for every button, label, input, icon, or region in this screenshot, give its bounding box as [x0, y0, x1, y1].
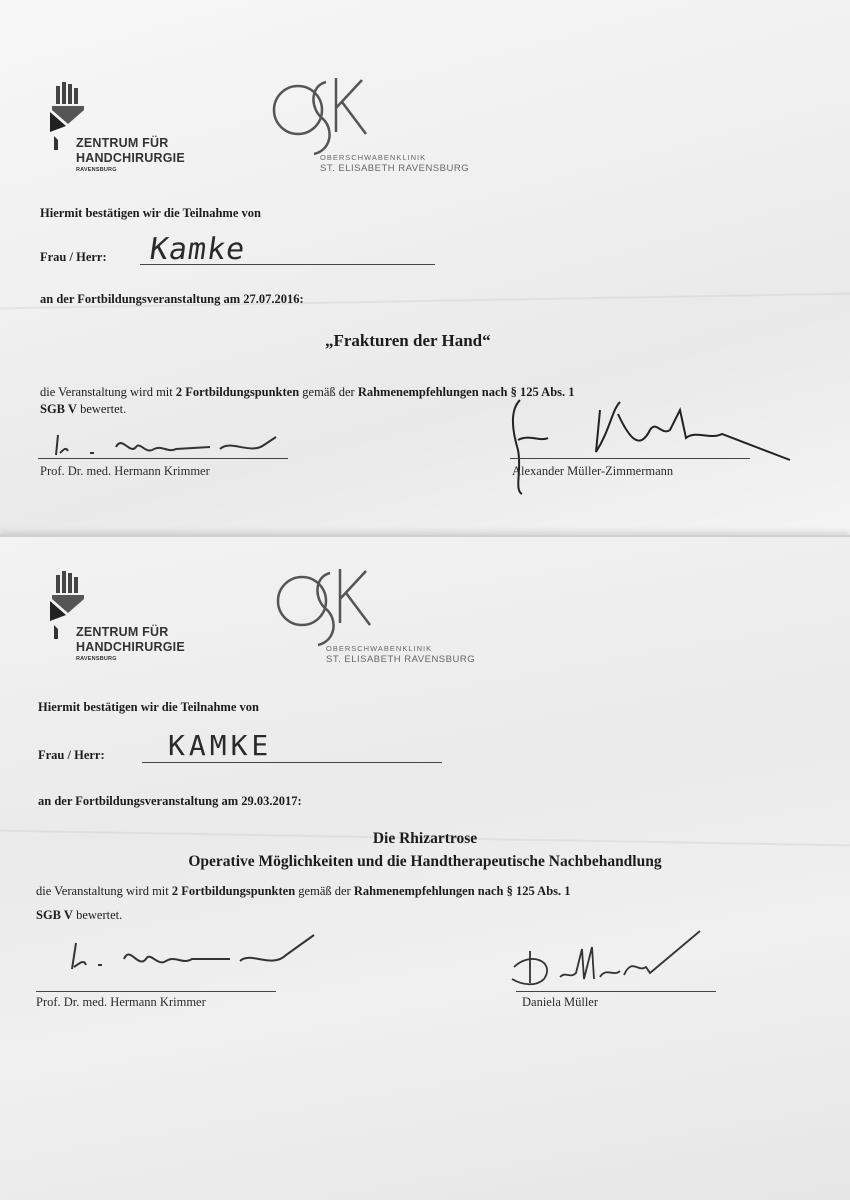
osk-line-1: OBERSCHWABENKLINIK [326, 644, 433, 653]
event-title-line-1: Die Rhizartrose [372, 830, 478, 847]
participant-underline [142, 762, 442, 763]
osk-logo-text [326, 643, 475, 666]
logo-line-2: HANDCHIRURGIE [76, 151, 185, 165]
signature-left-line [38, 458, 288, 459]
logo-line-1: ZENTRUM FÜR [76, 136, 169, 150]
points-count: 2 Fortbildungspunkten [175, 385, 300, 399]
event-date-line: an der Fortbildungsveranstaltung am 29.03.2017: [38, 794, 302, 808]
salutation-label: Frau / Herr: [40, 250, 107, 264]
points-regulation: Rahmenempfehlungen nach § 125 Abs. 1 [353, 884, 571, 898]
signer-left-name: Prof. Dr. med. Hermann Krimmer [36, 995, 206, 1009]
signer-right-name: Alexander Müller-Zimmermann [512, 464, 674, 478]
points-rated: bewertet. [80, 402, 127, 416]
points-rated: bewertet. [76, 908, 123, 922]
points-prefix: die Veranstaltung wird mit [40, 385, 173, 399]
signature-right-line [510, 458, 750, 459]
signer-right-name: Daniela Müller [522, 995, 599, 1009]
salutation-label: Frau / Herr: [38, 748, 105, 762]
signer-left-name: Prof. Dr. med. Hermann Krimmer [40, 464, 210, 478]
points-law: SGB V [36, 908, 73, 922]
certificate-sheet-1 [0, 0, 850, 535]
points-line-2 [36, 907, 122, 923]
points-line-1 [36, 883, 571, 899]
signature-right-image [500, 927, 720, 997]
logo-line-3: RAVENSBURG [76, 656, 117, 662]
points-prefix: die Veranstaltung wird mit [36, 884, 169, 898]
points-law: SGB V [40, 402, 77, 416]
osk-line-1: OBERSCHWABENKLINIK [320, 153, 427, 162]
points-count: 2 Fortbildungspunkten [171, 884, 296, 898]
logo-line-2: HANDCHIRURGIE [76, 640, 185, 654]
event-date-line: an der Fortbildungsveranstaltung am 27.07.2016: [40, 292, 304, 306]
signature-right-image [500, 390, 800, 500]
intro-text: Hiermit bestätigen wir die Teilnahme von [38, 700, 259, 714]
osk-line-2: ST. ELISABETH RAVENSBURG [320, 163, 470, 174]
logo-line-3: RAVENSBURG [76, 167, 117, 173]
event-title-line-2: Operative Möglichkeiten und die Handtherapeutische Nachbehandlung [188, 853, 662, 870]
hand-surgery-center-logo-text [76, 625, 185, 663]
signature-right-line [516, 991, 716, 992]
participant-name: Kamke [147, 232, 248, 267]
points-mid: gemäß der [302, 385, 355, 399]
signature-left-image [50, 929, 330, 979]
signature-left-line [36, 991, 276, 992]
osk-line-2: ST. ELISABETH RAVENSBURG [326, 654, 476, 665]
points-regulation: Rahmenempfehlungen nach § 125 Abs. 1 [357, 385, 575, 399]
signature-left-image [50, 425, 300, 465]
event-title: „Frakturen der Hand“ [325, 331, 491, 350]
hand-surgery-center-logo-text [76, 136, 185, 174]
points-mid: gemäß der [298, 884, 351, 898]
points-line-2 [40, 401, 126, 417]
certificate-sheet-2 [0, 535, 850, 1200]
participant-name: KAMKE [168, 729, 273, 762]
logo-line-1: ZENTRUM FÜR [76, 625, 169, 639]
points-line-1 [40, 384, 575, 400]
intro-text: Hiermit bestätigen wir die Teilnahme von [40, 206, 261, 220]
osk-logo-text [320, 152, 469, 175]
